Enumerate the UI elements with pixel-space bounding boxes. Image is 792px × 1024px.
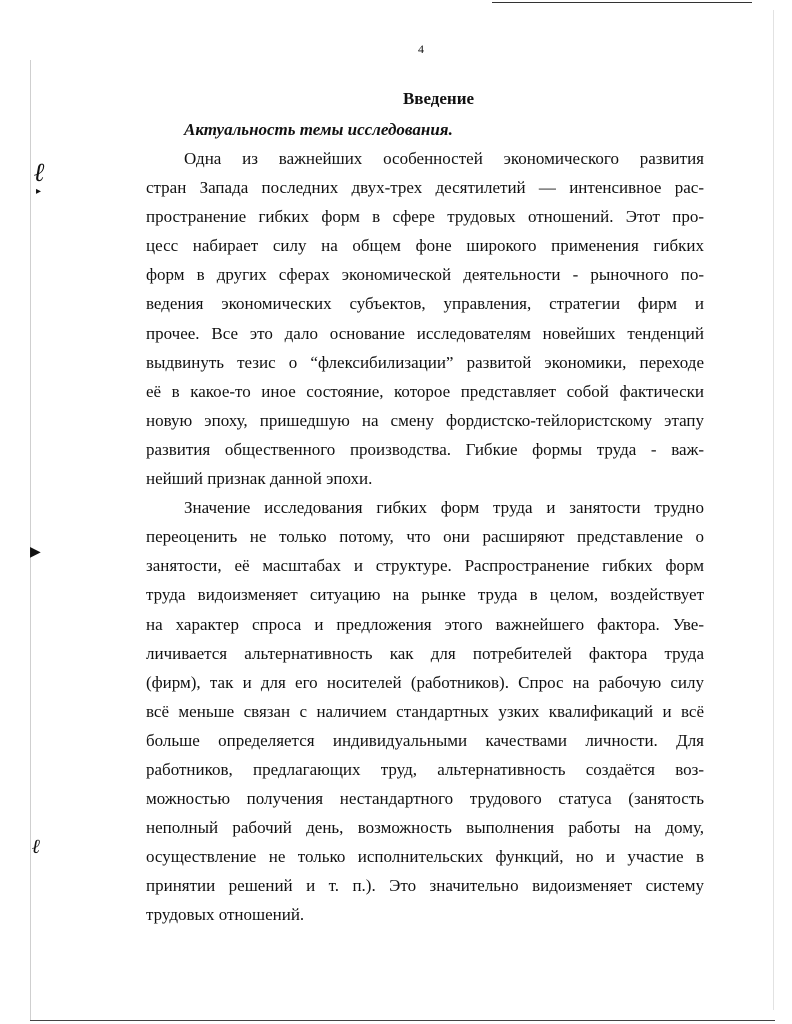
text-line: цесс набирает силу на общем фоне широкого применения гибких bbox=[146, 236, 704, 256]
text-line: Одна из важнейших особенностей экономического развития bbox=[184, 149, 704, 168]
text-line: ведения экономических субъектов, управления, стратегии фирм и bbox=[146, 294, 704, 314]
scan-border-top bbox=[492, 2, 752, 3]
text-line: больше определяется индивидуальными качествами личности. Для bbox=[146, 730, 704, 750]
body-text bbox=[146, 144, 704, 930]
scan-border-bottom bbox=[30, 1020, 775, 1021]
page-number: 4 bbox=[418, 42, 424, 56]
text-line: форм в других сферах экономической деятельности - рыночного по- bbox=[146, 265, 704, 285]
scan-mark-icon: ℓ bbox=[32, 836, 41, 858]
text-line: нейший признак данной эпохи. bbox=[146, 469, 373, 489]
text-line: Значение исследования гибких форм труда и занятости трудно bbox=[184, 498, 704, 518]
scan-mark-icon: ▶ bbox=[30, 545, 41, 560]
section-title: Актуальность темы исследования. bbox=[184, 120, 453, 139]
text-line: развития общественного производства. Гибкие формы труда - важ- bbox=[146, 439, 704, 459]
text-line: новую эпоху, пришедшую на смену фордистско-тейлористскому этапу bbox=[146, 410, 704, 430]
text-line: переоценить не только потому, что они расширяют представление о bbox=[146, 527, 704, 547]
scan-mark-icon: ▸ bbox=[36, 186, 42, 197]
scan-mark-icon: ℓ bbox=[34, 158, 46, 187]
text-line: пространение гибких форм в сфере трудовых отношений. Этот про- bbox=[146, 207, 704, 227]
text-line: (фирм), так и для его носителей (работников). Спрос на рабочую силу bbox=[146, 672, 704, 692]
text-line: занятости, её масштабах и структуре. Распространение гибких форм bbox=[146, 556, 704, 576]
scan-border-left bbox=[30, 60, 31, 1020]
text-line: трудовых отношений. bbox=[146, 905, 305, 925]
text-line: на характер спроса и предложения этого важнейшего фактора. Уве- bbox=[146, 614, 704, 634]
text-line: работников, предлагающих труд, альтернативность создаётся воз- bbox=[146, 759, 704, 779]
chapter-title: Введение bbox=[402, 89, 475, 108]
text-line: личивается альтернативность как для потребителей фактора труда bbox=[146, 643, 704, 663]
scan-border-right bbox=[773, 10, 774, 1010]
text-line: всё меньше связан с наличием стандартных узких квалификаций и всё bbox=[146, 701, 704, 721]
text-line: труда видоизменяет ситуацию на рынке труда в целом, воздействует bbox=[146, 585, 704, 605]
text-line: принятии решений и т. п.). Это значительно видоизменяет систему bbox=[146, 876, 704, 896]
text-line: выдвинуть тезис о “флексибилизации” развитой экономики, переходе bbox=[146, 352, 704, 372]
text-line: стран Запада последних двух-трех десятилетий — интенсивное рас- bbox=[146, 178, 704, 198]
text-line: её в какое-то иное состояние, которое представляет собой фактически bbox=[146, 381, 704, 401]
text-line: неполный рабочий день, возможность выполнения работы на дому, bbox=[146, 818, 704, 838]
text-line: можностью получения нестандартного трудового статуса (занятость bbox=[146, 789, 704, 809]
text-line: осуществление не только исполнительских функций, но и участие в bbox=[146, 847, 704, 867]
text-line: прочее. Все это дало основание исследователям новейших тенденций bbox=[146, 323, 704, 343]
